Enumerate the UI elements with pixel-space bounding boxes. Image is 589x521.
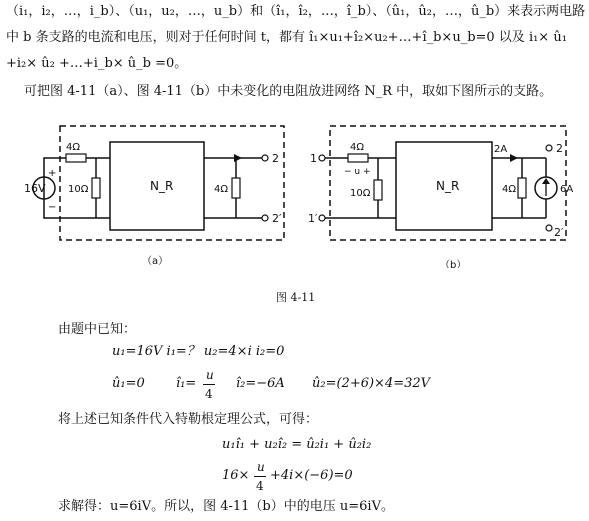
svg-text:− u +: − u + <box>344 167 371 177</box>
svg-text:10Ω: 10Ω <box>350 188 371 199</box>
current-arrow-icon <box>234 154 242 162</box>
svg-text:2′: 2′ <box>554 226 564 239</box>
svg-text:1′: 1′ <box>308 212 318 225</box>
fraction-numerator: u <box>206 368 214 382</box>
current-arrow-icon <box>510 154 518 162</box>
circuit-figure-a <box>24 118 294 268</box>
substitution-text: 将上述已知条件代入特勒根定理公式，可得： <box>58 412 319 427</box>
load-resistor-icon <box>518 178 526 198</box>
equation-2-lead: 16× <box>222 468 250 483</box>
svg-text:+: + <box>48 168 57 179</box>
equation-2-denominator: 4 <box>256 479 264 493</box>
svg-text:6A: 6A <box>560 184 574 195</box>
svg-text:N_R: N_R <box>436 179 460 193</box>
solution-text: 求解得：u=6iV。所以，图 4-11（b）中的电压 u=6iV。 <box>58 499 394 514</box>
fraction-bar <box>203 384 215 385</box>
given-row-2b: î₁= <box>176 376 197 391</box>
given-row-1: u₁=16V i₁=？ u₂=4×i i₂=0 <box>112 344 285 359</box>
given-heading: 由题中已知： <box>58 322 137 337</box>
svg-text:N_R: N_R <box>150 179 174 193</box>
svg-text:4Ω: 4Ω <box>66 142 81 153</box>
svg-text:2′: 2′ <box>272 212 282 225</box>
svg-text:1: 1 <box>310 152 317 165</box>
series-resistor-icon <box>348 154 368 162</box>
paragraph-2: 可把图 4-11（a）、图 4-11（b）中未变化的电阻放进网络 N_R 中，取如下图所示的支路。 <box>24 84 553 99</box>
figure-a-label: （a） <box>142 256 169 267</box>
svg-text:4Ω: 4Ω <box>350 142 365 153</box>
circuit-figure-b <box>308 118 578 268</box>
equation-2-fraction-bar <box>254 476 266 477</box>
series-resistor-icon <box>66 154 86 162</box>
svg-text:2A: 2A <box>494 144 508 155</box>
load-resistor-icon <box>232 178 240 198</box>
shunt-resistor-icon <box>374 180 382 200</box>
svg-text:−: − <box>48 202 57 213</box>
figure-b-label: （b） <box>440 260 467 268</box>
svg-text:4Ω: 4Ω <box>214 184 229 195</box>
equation-1: u₁î₁ + u₂î₂ = û₂i₁ + û₂i₂ <box>222 437 372 452</box>
given-row-2d: û₂=(2+6)×4=32V <box>312 376 431 391</box>
svg-text:10Ω: 10Ω <box>68 184 89 195</box>
given-row-2c: î₂=−6A <box>236 376 285 391</box>
figure-caption: 图 4-11 <box>276 291 316 304</box>
svg-text:4Ω: 4Ω <box>502 184 517 195</box>
svg-text:2: 2 <box>272 152 279 165</box>
paragraph-1-line-2: 中 b 条支路的电流和电压，则对于任何时间 t，都有 î₁×u₁+î₂×u₂+…+î_b×u_b=0 以及 i₁× û₁ <box>6 30 567 45</box>
paragraph-1-line-3: +i₂× û₂ +…+i_b× û_b =0。 <box>6 56 188 71</box>
equation-2-numerator: u <box>257 460 265 474</box>
paragraph-1-line-1: （i₁，i₂，…，i_b）、（u₁，u₂，…，u_b）和（î₁，î₂，…，î_b）、（û₁，û₂，…，û_b）来表示两电路 <box>6 4 586 19</box>
fraction-denominator: 4 <box>205 387 213 401</box>
equation-2-tail: +4i×(−6)=0 <box>270 468 353 483</box>
svg-text:2: 2 <box>556 142 563 155</box>
source-label: 16V <box>24 182 46 195</box>
shunt-resistor-icon <box>92 178 100 198</box>
given-row-2a: û₁=0 <box>112 376 145 391</box>
